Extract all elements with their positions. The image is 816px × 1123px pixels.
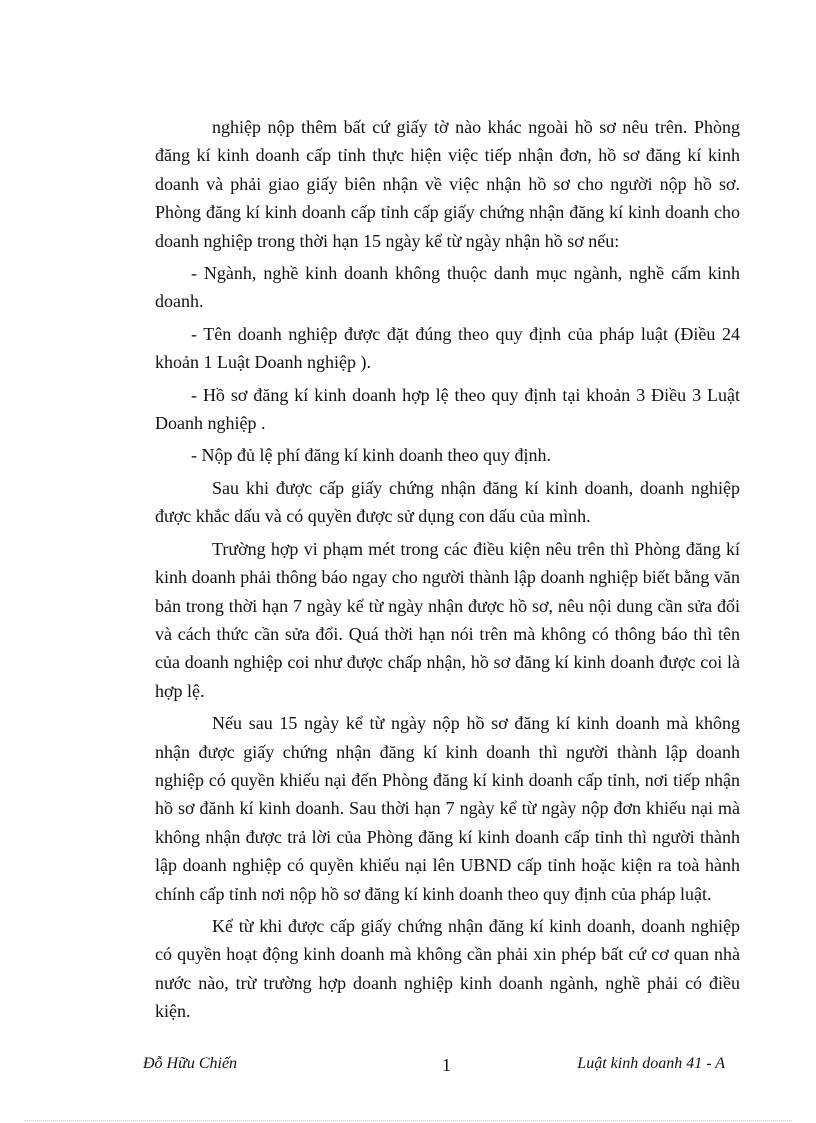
list-item: - Nộp đủ lệ phí đăng kí kinh doanh theo quy định. [191, 445, 551, 466]
paragraph: Sau khi được cấp giấy chứng nhận đăng kí kinh doanh, doanh nghiệp được khắc dấu và có quyền được sử dụng con dấu của mình. [155, 477, 740, 527]
page-footer [143, 1055, 725, 1081]
document-body [155, 113, 740, 1026]
page-number: 1 [442, 1055, 451, 1075]
paragraph: nghiệp nộp thêm bất cứ giấy tờ nào khác ngoài hồ sơ nêu trên. Phòng đăng kí kinh doanh cấp tỉnh thực hiện việc tiếp nhận đơn, hồ sơ đăng kí kinh doanh và phải giao giấy biên nhận về việc nhận hồ sơ cho người nộp hồ sơ. Phòng đăng kí kinh doanh cấp tỉnh cấp giấy chứng nhận đăng kí kinh doanh cho doanh nghiệp trong thời hạn 15 ngày kể từ ngày nhận hồ sơ nếu: [155, 117, 740, 251]
paragraph: Kể từ khi được cấp giấy chứng nhận đăng kí kinh doanh, doanh nghiệp có quyền hoạt động kinh doanh mà không cần phải xin phép bất cứ cơ quan nhà nước nào, trừ trường hợp doanh nghiệp kinh doanh ngành, nghề phải có điều kiện. [155, 915, 740, 1022]
list-item: - Ngành, nghề kinh doanh không thuộc danh mục ngành, nghề cấm kinh doanh. [155, 263, 740, 312]
page-bottom-divider [24, 1120, 792, 1121]
footer-author: Đỗ Hữu Chiến [143, 1055, 238, 1072]
footer-course: Luật kinh doanh 41 - A [577, 1055, 725, 1072]
list-item: - Tên doanh nghiệp được đặt đúng theo quy định của pháp luật (Điều 24 khoản 1 Luật Doanh nghiệp ). [155, 323, 740, 373]
list-item: - Hồ sơ đăng kí kinh doanh hợp lệ theo quy định tại khoản 3 Điều 3 Luật Doanh nghiệp . [155, 384, 740, 434]
paragraph: Trường hợp vi phạm mét trong các điều kiện nêu trên thì Phòng đăng kí kinh doanh phải thông báo ngay cho người thành lập doanh nghiệp biết bằng văn bản trong thời hạn 7 ngày kể từ ngày nhận được hồ sơ, nêu nội dung cần sửa đổi và cách thức cần sửa đổi. Quá thời hạn nói trên mà không có thông báo thì tên của doanh nghiệp coi như được chấp nhận, hồ sơ đăng kí kinh doanh được coi là hợp lệ. [155, 538, 740, 701]
paragraph: Nếu sau 15 ngày kể từ ngày nộp hồ sơ đăng kí kinh doanh mà không nhận được giấy chứng nhận đăng kí kinh doanh thì người thành lập doanh nghiệp có quyền khiếu nại đến Phòng đăng kí kinh doanh cấp tỉnh, nơi tiếp nhận hồ sơ đănh kí kinh doanh. Sau thời hạn 7 ngày kể từ ngày nộp đơn khiếu nại mà không nhận được trả lời của Phòng đăng kí kinh doanh cấp tỉnh thì người thành lập doanh nghiệp có quyền khiếu nại lên UBND cấp tỉnh hoặc kiện ra toà hành chính cấp tỉnh nơi nộp hồ sơ đăng kí kinh doanh theo quy định của pháp luật. [155, 713, 740, 904]
